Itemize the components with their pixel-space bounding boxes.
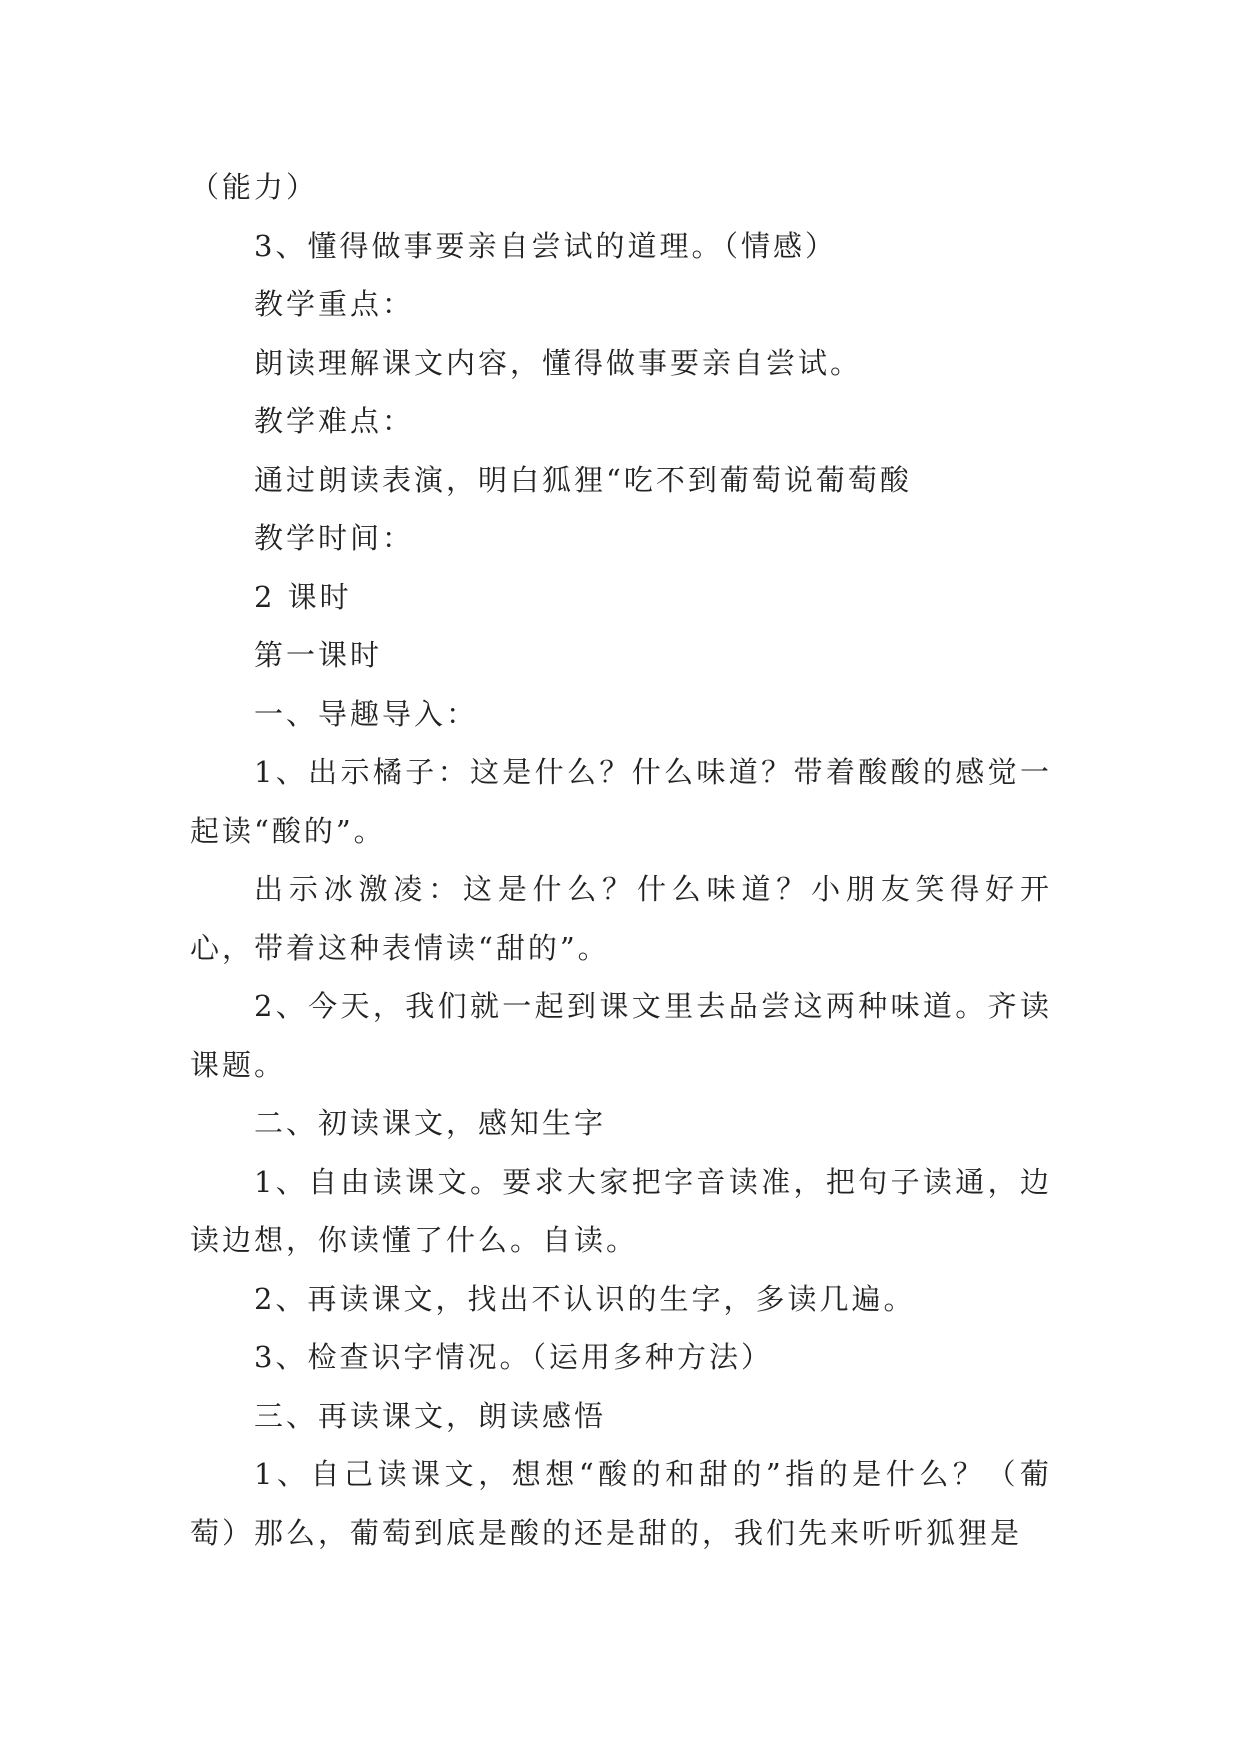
heading-difficulties: 教学难点： bbox=[254, 404, 415, 438]
paragraph-check-literacy: 3、检查识字情况。（运用多种方法） bbox=[254, 1340, 773, 1374]
paragraph-difficulties: 通过朗读表演，明白狐狸“吃不到葡萄说葡萄酸 bbox=[254, 462, 912, 497]
heading-section-2: 二、初读课文，感知生字 bbox=[254, 1106, 607, 1140]
paragraph-today: 2、今天，我们就一起到课文里去品尝这两种味道。齐读课题。 bbox=[190, 989, 1052, 1082]
paragraph-free-reading: 1、自由读课文。要求大家把字音读准，把句子读通，边读边想，你读懂了什么。自读。 bbox=[190, 1164, 1052, 1257]
heading-first-lesson: 第一课时 bbox=[254, 638, 383, 672]
paragraph-reread: 2、再读课文，找出不认识的生字，多读几遍。 bbox=[254, 1281, 916, 1316]
paragraph-sour-sweet: 1、自己读课文，想想“酸的和甜的”指的是什么？（葡萄）那么，葡萄到底是酸的还是甜的，我们先来听听狐狸是 bbox=[190, 1457, 1052, 1550]
document-body bbox=[190, 158, 1052, 1562]
paragraph-orange: 1、出示橘子：这是什么？什么味道？带着酸酸的感觉一起读“酸的”。 bbox=[190, 755, 1052, 848]
paragraph-ability-note: （能力） bbox=[190, 170, 319, 204]
paragraph-key-points: 朗读理解课文内容，懂得做事要亲自尝试。 bbox=[254, 345, 863, 380]
heading-teaching-time: 教学时间： bbox=[254, 521, 415, 555]
heading-section-3: 三、再读课文，朗读感悟 bbox=[254, 1398, 607, 1433]
heading-key-points: 教学重点： bbox=[254, 287, 415, 321]
paragraph-objective-3: 3、懂得做事要亲自尝试的道理。（情感） bbox=[254, 228, 837, 263]
heading-section-1: 一、导趣导入： bbox=[254, 696, 479, 731]
paragraph-ice-cream: 出示冰激凌：这是什么？什么味道？小朋友笑得好开心，带着这种表情读“甜的”。 bbox=[190, 872, 1052, 965]
paragraph-teaching-time: 2 课时 bbox=[254, 579, 352, 614]
